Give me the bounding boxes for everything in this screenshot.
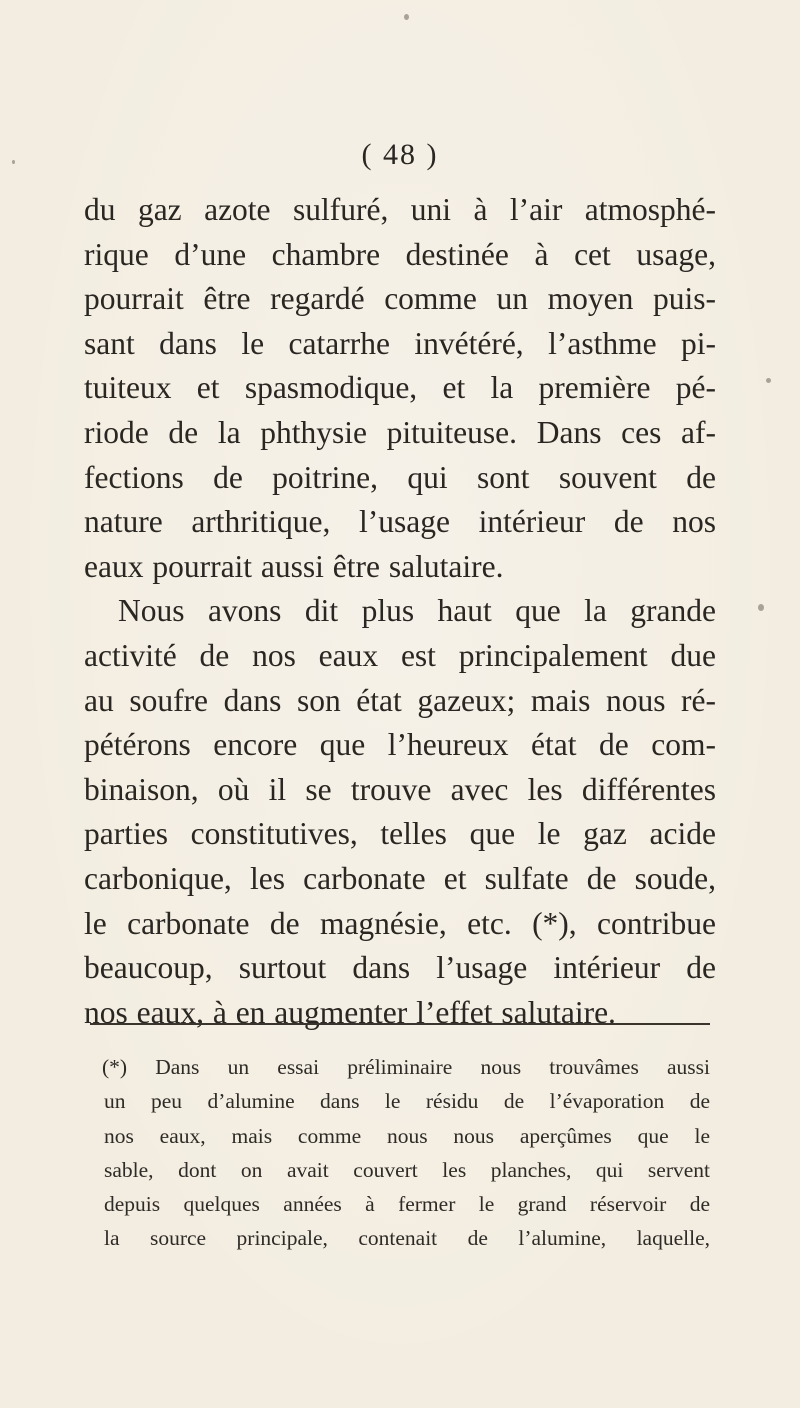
text-line: Nous avons dit plus haut que la grande xyxy=(118,593,716,629)
text-line: beaucoup, surtout dans l’usage intérieur de xyxy=(84,950,716,986)
text-line: fections de poitrine, qui sont souvent de xyxy=(84,459,716,495)
text-line: nos eaux, à en augmenter l’effet salutaire. xyxy=(84,994,616,1030)
footnote-line: depuis quelques années à fermer le grand réservoir de xyxy=(104,1192,710,1217)
footnote-block xyxy=(104,1050,710,1256)
paper-speck xyxy=(758,604,764,611)
footnote-line: la source principale, contenait de l’alumine, laquelle, xyxy=(104,1226,710,1251)
footnote-line: sable, dont on avait couvert les planches, qui servent xyxy=(104,1157,710,1182)
paper-speck xyxy=(404,14,409,20)
text-line: au soufre dans son état gazeux; mais nous ré- xyxy=(84,682,716,718)
main-text-block xyxy=(84,188,716,1035)
text-line: parties constitutives, telles que le gaz acide xyxy=(84,816,716,852)
text-line: tuiteux et spasmodique, et la première pé- xyxy=(84,370,716,406)
text-line: sant dans le catarrhe invétéré, l’asthme pi- xyxy=(84,325,716,361)
text-line: nature arthritique, l’usage intérieur de nos xyxy=(84,504,716,540)
footnote-line: un peu d’alumine dans le résidu de l’évaporation de xyxy=(104,1089,710,1114)
text-line: le carbonate de magnésie, etc. (*), contribue xyxy=(84,905,716,941)
text-line: carbonique, les carbonate et sulfate de soude, xyxy=(84,860,716,896)
footnote-line: nos eaux, mais comme nous nous aperçûmes que le xyxy=(104,1123,710,1148)
text-line: rique d’une chambre destinée à cet usage, xyxy=(84,236,716,272)
paper-speck xyxy=(766,378,771,383)
page-number: ( 48 ) xyxy=(361,138,439,171)
text-line: eaux pourrait aussi être salutaire. xyxy=(84,548,504,584)
text-line: du gaz azote sulfuré, uni à l’air atmosphé- xyxy=(84,192,716,227)
text-line: pétérons encore que l’heureux état de com- xyxy=(84,727,716,763)
text-line: binaison, où il se trouve avec les différentes xyxy=(84,771,716,807)
paper-speck xyxy=(12,160,15,164)
text-line: activité de nos eaux est principalement due xyxy=(84,637,716,673)
text-line: pourrait être regardé comme un moyen puis- xyxy=(84,281,716,317)
text-line: riode de la phthysie pituiteuse. Dans ces af- xyxy=(84,414,716,450)
footnote-divider xyxy=(90,1023,710,1025)
footnote-line: (*) Dans un essai préliminaire nous trouvâmes aussi xyxy=(102,1055,710,1079)
